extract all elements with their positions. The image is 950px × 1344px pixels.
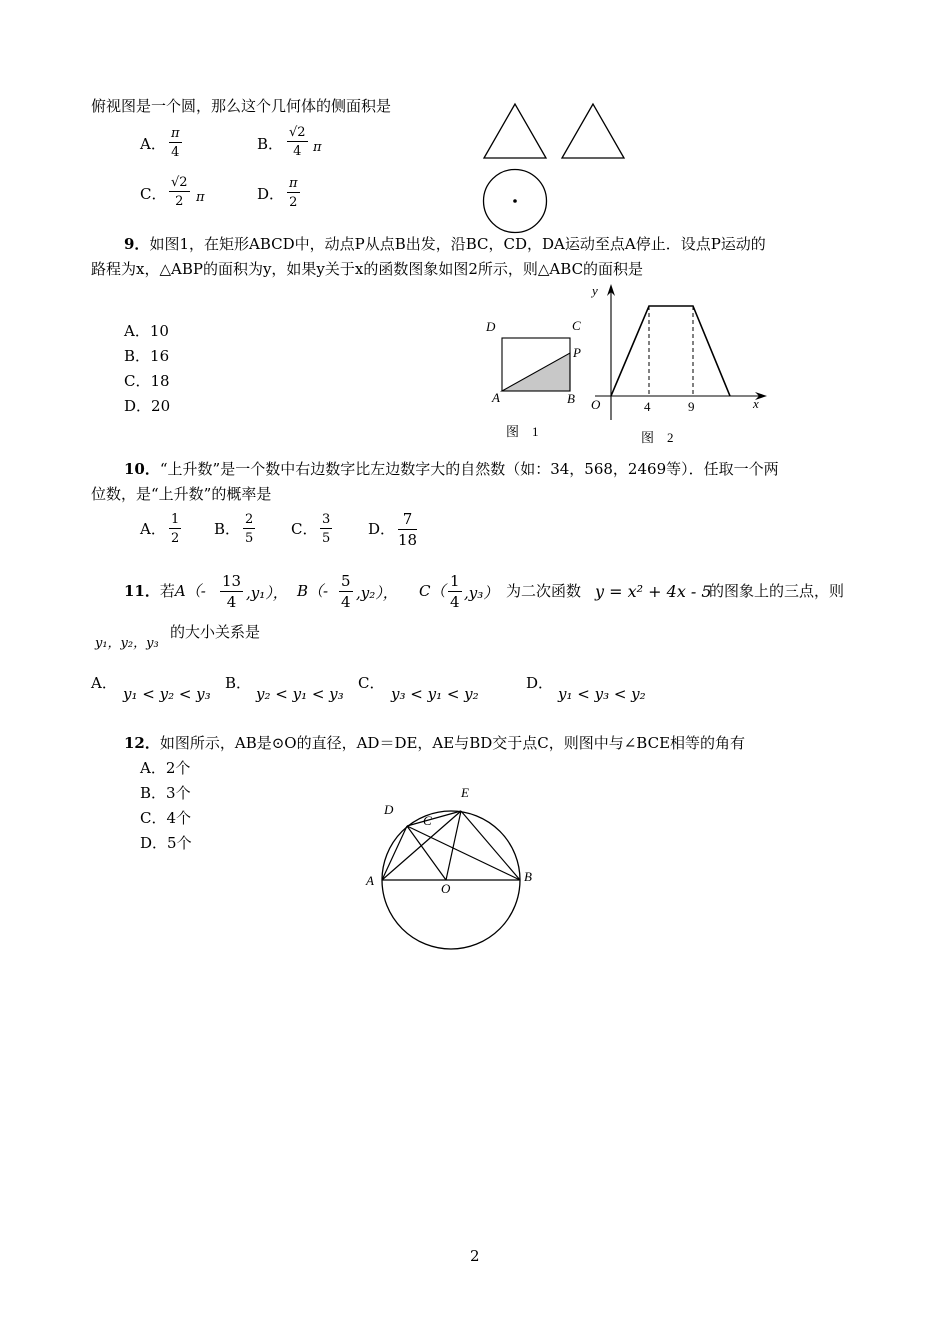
q9-number: 9．	[124, 235, 150, 253]
q12-line1	[124, 736, 745, 751]
q11-tail-text: 的图象上的三点，则	[709, 582, 845, 600]
q12-option-b: B．3个	[140, 784, 191, 802]
q10-option-d-den: 18	[398, 531, 418, 549]
q8-option-a-fraction	[169, 127, 182, 159]
q9-line1	[124, 237, 766, 252]
label-d: D	[486, 319, 496, 334]
q11-frac-c-num: 1	[450, 572, 460, 590]
q12-number: 12．	[124, 734, 160, 752]
q8-option-c-suffix: π	[196, 190, 205, 205]
q11-option-c-expr: y₃ < y₁ < y₂	[391, 685, 479, 703]
q11-option-b-expr: y₂ < y₁ < y₃	[256, 685, 344, 703]
q11-y2: ,y₂），	[356, 584, 398, 602]
q11-frac-a-den: 4	[226, 593, 237, 611]
q11-frac-c-den: 4	[450, 593, 460, 611]
q11-option-b-label: B．	[225, 674, 252, 692]
q8-option-c-num: √2	[171, 175, 188, 190]
q8-option-b-label: B．	[257, 135, 284, 153]
q11-option-d-label: D．	[526, 674, 554, 692]
q10-option-c-num: 3	[322, 512, 331, 527]
q12-option-a: A．2个	[140, 759, 191, 777]
label-c: C	[572, 318, 581, 333]
q11-line2-text: 的大小关系是	[170, 623, 261, 641]
q8-option-c-label: C．	[140, 185, 167, 203]
label-b: B	[567, 391, 575, 406]
label-d: D	[384, 802, 394, 817]
page-number: 2	[470, 1247, 480, 1265]
q11-line1-start	[124, 584, 206, 599]
q11-frac-a	[220, 574, 243, 610]
q10-option-d-num: 7	[398, 512, 417, 530]
chord-ad	[382, 826, 407, 880]
label-p: P	[573, 345, 581, 360]
q8-option-a-den: 4	[171, 145, 180, 160]
q11-function: y = x² + 4x - 5	[595, 582, 712, 601]
q9-figure-1	[480, 312, 590, 447]
q9-option-a: A．10	[124, 322, 169, 340]
q8-option-d-label: D．	[257, 185, 285, 203]
q8-option-a-label: A．	[140, 135, 166, 153]
q8-option-a-num: π	[171, 126, 180, 141]
q10-option-a-fraction	[169, 513, 181, 545]
q10-option-b-den: 5	[245, 531, 254, 546]
q10-text1: “上升数”是一个数中右边数字比左边数字大的自然数（如：34，568，2469等）．任取一个两	[159, 460, 779, 478]
q10-option-b-num: 2	[245, 512, 254, 527]
q11-mid-text: 为二次函数	[506, 582, 582, 600]
q11-frac-a-num: 13	[222, 572, 242, 590]
q10-option-d-fraction	[398, 512, 417, 548]
q10-line1	[124, 462, 779, 477]
q11-point-c: C（	[419, 582, 446, 600]
q12-option-c: C．4个	[140, 809, 192, 827]
q10-option-d-label: D．	[368, 520, 396, 538]
label-a: A	[492, 390, 500, 405]
q8-option-b-fraction	[287, 126, 308, 158]
q10-option-a-num: 1	[171, 512, 180, 527]
axis-label-x: x	[753, 396, 759, 411]
q12-circle-figure	[360, 780, 540, 955]
q10-option-c-label: C．	[291, 520, 318, 538]
q11-frac-b-num: 5	[341, 572, 351, 590]
q10-option-a-den: 2	[171, 531, 180, 546]
tick-label-4: 4	[644, 399, 651, 414]
q10-option-c-fraction	[320, 513, 332, 545]
q8-option-d-fraction	[287, 177, 300, 209]
q8-three-view-figure	[478, 100, 638, 240]
q12-option-d: D．5个	[140, 834, 192, 852]
q11-option-a-label: A．	[91, 674, 117, 692]
q11-point-a: A（-	[174, 582, 206, 600]
q8-option-b-suffix: π	[313, 140, 322, 155]
q9-option-c: C．18	[124, 372, 170, 390]
q10-number: 10．	[124, 460, 160, 478]
q8-option-d-num: π	[289, 176, 298, 191]
label-c: C	[423, 813, 432, 828]
label-b: B	[524, 869, 532, 884]
q8-option-d-den: 2	[289, 195, 298, 210]
q8-option-c-den: 2	[175, 194, 184, 209]
top-view-center-dot	[513, 199, 517, 203]
q10-option-a-label: A．	[140, 520, 166, 538]
q9-line2: 路程为x，△ABP的面积为y，如果y关于x的函数图象如图2所示，则△ABC的面积是	[91, 260, 644, 278]
q8-stem: 俯视图是一个圆，那么这个几何体的侧面积是	[91, 97, 392, 115]
function-graph	[611, 306, 730, 396]
label-o: O	[441, 881, 451, 896]
q8-option-c-fraction	[169, 176, 190, 208]
q8-option-b-num: √2	[289, 125, 306, 140]
origin-label: O	[591, 397, 601, 412]
q9-option-b: B．16	[124, 347, 170, 365]
figure-2-caption: 图 2	[641, 430, 674, 445]
q11-option-a-expr: y₁ < y₂ < y₃	[123, 685, 211, 703]
q11-vars: y₁，y₂，y₃	[95, 636, 159, 651]
q10-option-b-label: B．	[214, 520, 241, 538]
q10-option-c-den: 5	[322, 531, 331, 546]
q11-option-c-label: C．	[358, 674, 385, 692]
q12-text1: 如图所示，AB是⊙O的直径，AD＝DE，AE与BD交于点C，则图中与∠BCE相等的角有	[159, 734, 746, 752]
tick-label-9: 9	[688, 399, 695, 414]
q9-figure-2	[585, 280, 775, 450]
q11-frac-c	[448, 574, 462, 610]
q8-option-b-den: 4	[293, 144, 302, 159]
front-view-triangle	[484, 104, 546, 158]
q11-number: 11．	[124, 582, 160, 600]
q9-text1: 如图1，在矩形ABCD中，动点P从点B出发，沿BC，CD，DA运动至点A停止．设点P运动的	[149, 235, 766, 253]
label-a: A	[366, 873, 374, 888]
label-e: E	[461, 785, 469, 800]
q11-frac-b-den: 4	[341, 593, 351, 611]
q9-option-d: D．20	[124, 397, 171, 415]
q10-option-b-fraction	[243, 513, 255, 545]
figure-1-caption: 图 1	[506, 424, 539, 439]
axis-label-y: y	[592, 283, 598, 298]
q11-point-b: B（-	[297, 582, 329, 600]
q11-frac-b	[339, 574, 353, 610]
shaded-triangle-abp	[502, 353, 570, 391]
side-view-triangle	[562, 104, 624, 158]
q11-if: 若	[159, 582, 175, 600]
q11-option-d-expr: y₁ < y₃ < y₂	[558, 685, 646, 703]
q11-y1: ,y₁），	[246, 584, 288, 602]
q11-y3: ,y₃）	[464, 584, 499, 602]
q10-line2: 位数，是“上升数”的概率是	[91, 485, 272, 503]
